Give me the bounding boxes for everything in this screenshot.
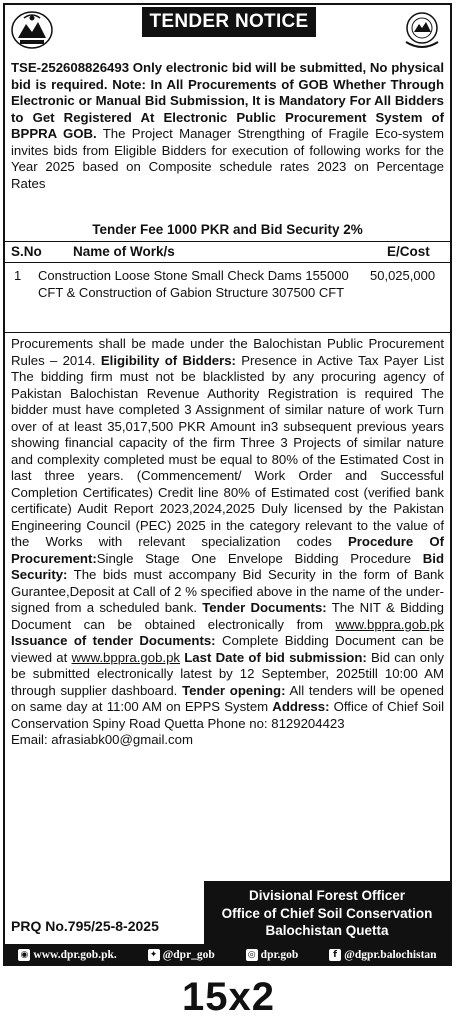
last-date-label: Last Date of bid submission:	[180, 649, 367, 665]
ad-size: 15x2	[182, 975, 275, 1019]
email-text: Email: afrasiabk00@gmail.com	[11, 732, 193, 747]
bppra-link[interactable]: www.bppra.gob.pk	[335, 616, 444, 632]
footer-twitter[interactable]	[148, 949, 215, 961]
header-name: Name of Work/s	[73, 244, 175, 259]
works-table	[5, 241, 450, 333]
body-text-7: Bid can only be submitted electronically latest by 12 September, 2025till 10:00 AM through supplier dashboard.	[11, 649, 444, 698]
globe-icon: ◉	[18, 949, 30, 961]
bppra-link-2[interactable]: www.bppra.gob.pk	[71, 649, 181, 665]
footer-instagram[interactable]	[246, 949, 299, 961]
intro-normal-text: The Project Manager Strengthing of Fragile Eco-system invites bids from Eligible Bidders for execution of following works for the Year 2025 based on Composite schedule rates 2023 on Percentage Rates	[11, 126, 444, 191]
header	[5, 5, 450, 55]
signature-box	[204, 881, 450, 947]
intro-bold-text: TSE-252608826493 Only electronic bid will be submitted, No physical bid is required. Note: In All Procurements of GOB Whether Through Electronic or Manual Bid Submission, It is Mandatory For All Bidders to Get Registered At Electronic Public Procurement System of BPPRA GOB.	[11, 60, 444, 141]
body-text-9: Office of Chief Soil Conservation Spiny Road Quetta Phone no: 8129204423	[11, 699, 444, 731]
twitter-icon: ✦	[148, 949, 160, 961]
body-text-3: Single Stage One Envelope Bidding Procedure	[96, 550, 423, 566]
footer-website[interactable]	[18, 949, 116, 961]
eligibility-label: Eligibility of Bidders:	[100, 352, 236, 368]
instagram-icon: ◎	[246, 949, 258, 961]
government-seal-icon	[400, 10, 444, 50]
security-label: Bid Security:	[11, 550, 444, 582]
website-text: www.dpr.gob.pk.	[33, 949, 117, 961]
facebook-text: @dgpr.balochistan	[344, 949, 437, 961]
row-name: Construction Loose Stone Small Check Dams 155000 CFT & Construction of Gabion Structure 307500 CFT	[38, 268, 349, 300]
intro-paragraph	[11, 60, 444, 192]
twitter-text: @dpr_gob	[162, 949, 215, 961]
instagram-text: dpr.gob	[260, 949, 299, 961]
row-sno: 1	[14, 268, 22, 283]
prq-number: PRQ No.795/25-8-2025	[11, 918, 159, 934]
body-text-5: The NIT & Bidding Document can be obtained electronically from	[11, 600, 444, 632]
signature-line-3: Balochistan Quetta	[265, 923, 389, 938]
procedure-label: Procedure Of Procurement:	[11, 534, 444, 566]
header-cost: E/Cost	[387, 244, 430, 259]
tender-body	[11, 336, 444, 749]
table-header	[5, 242, 450, 263]
signature-line-1: Divisional Forest Officer	[248, 888, 406, 903]
footer-bar	[3, 944, 452, 966]
documents-label: Tender Documents:	[202, 600, 327, 615]
body-text-8: All tenders will be opened on same day at 11:00 AM on EPPS System	[11, 682, 444, 714]
page-title: TENDER NOTICE	[142, 7, 316, 37]
body-text-2: Presence in Active Tax Payer List The bidding firm must not be blacklisted by any procuring agency of Pakistan Balochistan Revenue Authority Registration is required The bidder must have completed 3 Assignment of similar nature of work Turn over of at least 35,017,500 PKR Amount in3 subsequent previous years showing financial capacity of the firm Three 3 Projects of similar nature and complexity completed must be equal to 80% of the Estimated Cost in last three years. (Commencement/ Work Order and Successful Completion Certificates) Credit line 80% of Estimated cost (verified bank certificate) Audit Report 2023,2024,2025 Duly licensed by the Pakistan Engineering Council (PEC) 2025 in the category relevant to the value of the Works with relevant specialization codes	[11, 352, 444, 549]
body-text-6: Complete Bidding Document can be viewed at	[11, 633, 444, 665]
tender-fee: Tender Fee 1000 PKR and Bid Security 2%	[92, 222, 363, 237]
opening-label: Tender opening:	[182, 682, 286, 698]
row-cost: 50,025,000	[370, 268, 436, 283]
facebook-icon: f	[329, 949, 341, 961]
issuance-label: Issuance of tender Documents:	[11, 633, 216, 648]
tender-notice-ad	[3, 3, 452, 948]
balochistan-emblem-icon	[10, 10, 54, 50]
footer-facebook[interactable]	[329, 949, 436, 961]
address-label: Address:	[272, 699, 330, 714]
header-sno: S.No	[11, 244, 42, 259]
body-text-1: Procurements shall be made under the Balochistan Public Procurement Rules – 2014.	[11, 336, 444, 368]
signature-line-2: Office of Chief Soil Conservation	[221, 905, 433, 921]
body-text-4: The bids must accompany Bid Security in the form of Bank Gurantee,Deposit at Call of 2 % specified above in the name of the under-signed from a scheduled bank.	[11, 567, 444, 615]
